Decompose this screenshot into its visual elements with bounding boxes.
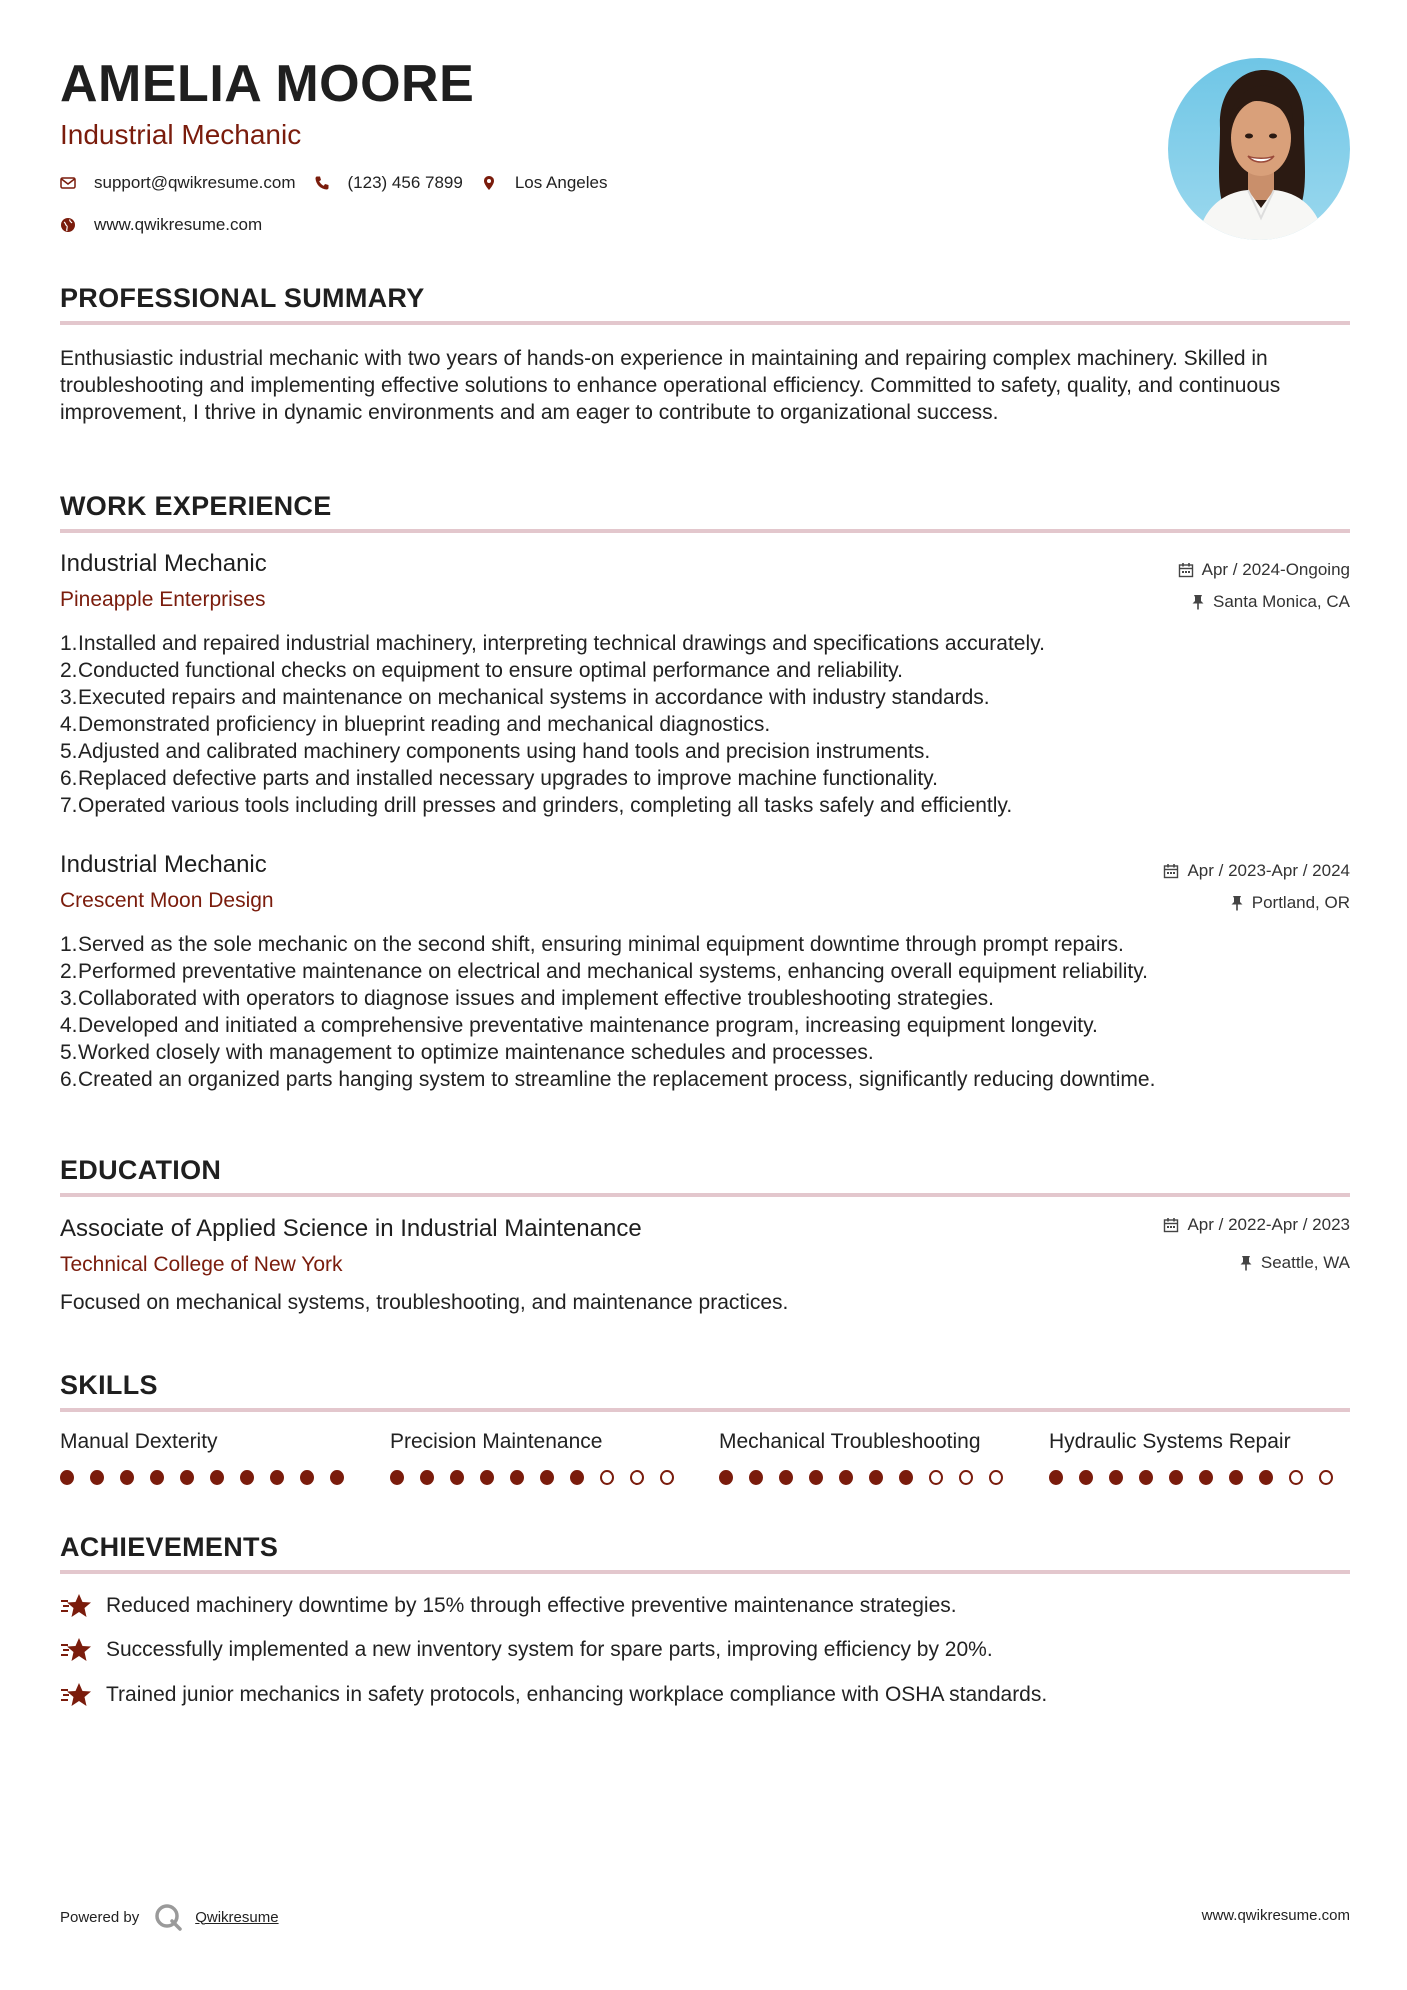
achievement-text: Successfully implemented a new inventory system for spare parts, improving efficiency by 20%.: [106, 1638, 993, 1661]
rating-dot-empty: [1319, 1470, 1333, 1485]
qwikresume-link[interactable]: Qwikresume: [195, 1908, 279, 1926]
mail-icon: [60, 175, 76, 191]
skill-item: [60, 1430, 360, 1485]
website-text: www.qwikresume.com: [94, 215, 263, 234]
map-pin-icon: [481, 175, 497, 191]
contact-phone[interactable]: [314, 173, 463, 193]
job-duties-list: [60, 630, 1350, 819]
skill-name: Hydraulic Systems Repair: [1049, 1430, 1291, 1453]
experience-heading: WORK EXPERIENCE: [60, 491, 332, 521]
list-item: 2. Performed preventative maintenance on electrical and mechanical systems, enhancing overall equipment reliability.: [60, 960, 1149, 983]
rating-dot-filled: [510, 1470, 524, 1485]
rating-dot-empty: [959, 1470, 973, 1485]
powered-by-text: Powered by: [60, 1908, 140, 1926]
rating-dot-filled: [1139, 1470, 1153, 1485]
rating-dot-filled: [150, 1470, 164, 1485]
list-item: 4. Demonstrated proficiency in blueprint reading and mechanical diagnostics.: [60, 713, 771, 736]
list-item: 3. Executed repairs and maintenance on mechanical systems in accordance with industry standards.: [60, 686, 990, 709]
job-title: Industrial Mechanic: [60, 851, 267, 878]
rating-dot-filled: [1079, 1470, 1093, 1485]
degree-title: Associate of Applied Science in Industrial Maintenance: [60, 1215, 642, 1242]
profile-photo-illustration: [1168, 58, 1350, 240]
footer-powered-by: [60, 1902, 279, 1932]
achievement-item: [60, 1592, 957, 1620]
rating-dot-filled: [779, 1470, 793, 1485]
candidate-name: AMELIA MOORE: [60, 55, 475, 113]
job-dates-text: Apr / 2023-Apr / 2024: [1187, 861, 1350, 880]
calendar-icon: [1163, 1217, 1179, 1233]
globe-icon: [60, 217, 76, 233]
footer-website[interactable]: www.qwikresume.com: [1201, 1907, 1350, 1924]
rating-dot-filled: [270, 1470, 284, 1485]
contact-row-2: [60, 215, 280, 235]
skill-name: Precision Maintenance: [390, 1430, 603, 1453]
rating-dot-filled: [809, 1470, 823, 1485]
contact-location: [481, 173, 608, 193]
contact-row-1: [60, 173, 625, 193]
star-badge-icon: [60, 1592, 92, 1620]
rating-dot-filled: [1109, 1470, 1123, 1485]
pushpin-icon: [1239, 1255, 1253, 1271]
calendar-icon: [1163, 863, 1179, 879]
skill-rating: [60, 1470, 360, 1485]
rating-dot-empty: [1289, 1470, 1303, 1485]
list-item: 7. Operated various tools including drill presses and grinders, completing all tasks safely and efficiently.: [60, 794, 1013, 817]
rating-dot-filled: [869, 1470, 883, 1485]
school-name: Technical College of New York: [60, 1253, 343, 1276]
rating-dot-filled: [1229, 1470, 1243, 1485]
phone-text: (123) 456 7899: [347, 173, 463, 192]
list-item: 1. Served as the sole mechanic on the second shift, ensuring minimal equipment downtime through prompt repairs.: [60, 933, 1124, 956]
skills-divider: [60, 1408, 1350, 1412]
rating-dot-filled: [390, 1470, 404, 1485]
rating-dot-filled: [210, 1470, 224, 1485]
email-text: support@qwikresume.com: [94, 173, 296, 192]
education-heading: EDUCATION: [60, 1155, 222, 1185]
experience-divider: [60, 529, 1350, 533]
contact-email[interactable]: [60, 173, 296, 193]
list-item: 2. Conducted functional checks on equipment to ensure optimal performance and reliability.: [60, 659, 903, 682]
rating-dot-empty: [989, 1470, 1003, 1485]
job-location-text: Santa Monica, CA: [1212, 592, 1350, 611]
skill-rating: [719, 1470, 1019, 1485]
calendar-icon: [1178, 562, 1194, 578]
achievement-text: Reduced machinery downtime by 15% through effective preventive maintenance strategies.: [106, 1594, 957, 1617]
job-dates-text: Apr / 2024-Ongoing: [1201, 560, 1350, 579]
list-item: 6. Created an organized parts hanging system to streamline the replacement process, significantly reducing downtime.: [60, 1068, 1156, 1091]
education-divider: [60, 1193, 1350, 1197]
skill-rating: [390, 1470, 690, 1485]
achievements-divider: [60, 1570, 1350, 1574]
rating-dot-filled: [60, 1470, 74, 1485]
job-company: Crescent Moon Design: [60, 889, 274, 912]
contact-website[interactable]: [60, 215, 262, 235]
rating-dot-empty: [660, 1470, 674, 1485]
job-location: [1191, 592, 1350, 612]
skills-heading: SKILLS: [60, 1370, 158, 1400]
phone-icon: [314, 175, 330, 191]
rating-dot-filled: [839, 1470, 853, 1485]
achievement-text: Trained junior mechanics in safety protocols, enhancing workplace compliance with OSHA standards.: [106, 1683, 1048, 1706]
rating-dot-filled: [180, 1470, 194, 1485]
education-dates-text: Apr / 2022-Apr / 2023: [1187, 1215, 1350, 1234]
rating-dot-filled: [90, 1470, 104, 1485]
rating-dot-filled: [330, 1470, 344, 1485]
rating-dot-filled: [1169, 1470, 1183, 1485]
rating-dot-filled: [899, 1470, 913, 1485]
rating-dot-filled: [1199, 1470, 1213, 1485]
rating-dot-filled: [540, 1470, 554, 1485]
list-item: 6. Replaced defective parts and installed necessary upgrades to improve machine functionality.: [60, 767, 938, 790]
summary-heading: PROFESSIONAL SUMMARY: [60, 283, 425, 313]
rating-dot-filled: [570, 1470, 584, 1485]
rating-dot-filled: [1049, 1470, 1063, 1485]
skill-name: Manual Dexterity: [60, 1430, 218, 1453]
list-item: 3. Collaborated with operators to diagnose issues and implement effective troubleshooting strategies.: [60, 987, 994, 1010]
job-location: [1230, 893, 1350, 913]
rating-dot-empty: [630, 1470, 644, 1485]
job-location-text: Portland, OR: [1251, 893, 1350, 912]
skill-name: Mechanical Troubleshooting: [719, 1430, 981, 1453]
list-item: 4. Developed and initiated a comprehensive preventative maintenance program, increasing equipment longevity.: [60, 1014, 1098, 1037]
star-badge-icon: [60, 1681, 92, 1709]
rating-dot-filled: [420, 1470, 434, 1485]
summary-divider: [60, 321, 1350, 325]
skill-item: [1049, 1430, 1349, 1485]
achievement-item: [60, 1681, 1047, 1709]
skill-rating: [1049, 1470, 1349, 1485]
rating-dot-filled: [719, 1470, 733, 1485]
education-location-text: Seattle, WA: [1260, 1253, 1350, 1272]
location-text: Los Angeles: [514, 173, 608, 192]
rating-dot-filled: [300, 1470, 314, 1485]
rating-dot-filled: [1259, 1470, 1273, 1485]
education-description: Focused on mechanical systems, troubleshooting, and maintenance practices.: [60, 1291, 789, 1314]
rating-dot-empty: [600, 1470, 614, 1485]
job-duties-list: [60, 931, 1350, 1093]
rating-dot-filled: [450, 1470, 464, 1485]
list-item: 5. Worked closely with management to optimize maintenance schedules and processes.: [60, 1041, 874, 1064]
list-item: 5. Adjusted and calibrated machinery components using hand tools and precision instruments.: [60, 740, 931, 763]
rating-dot-filled: [480, 1470, 494, 1485]
achievements-heading: ACHIEVEMENTS: [60, 1532, 279, 1562]
skill-item: [719, 1430, 1019, 1485]
rating-dot-empty: [929, 1470, 943, 1485]
qwikresume-logo-icon: [153, 1902, 183, 1932]
job-dates: [1163, 861, 1350, 881]
education-location: [1239, 1253, 1350, 1273]
job-title: Industrial Mechanic: [60, 550, 267, 577]
star-badge-icon: [60, 1636, 92, 1664]
education-dates: [1163, 1215, 1350, 1235]
profile-photo: [1168, 58, 1350, 240]
job-company: Pineapple Enterprises: [60, 588, 266, 611]
rating-dot-filled: [749, 1470, 763, 1485]
achievement-item: [60, 1636, 993, 1664]
job-dates: [1178, 560, 1350, 580]
rating-dot-filled: [120, 1470, 134, 1485]
candidate-role: Industrial Mechanic: [60, 119, 302, 150]
list-item: 1. Installed and repaired industrial machinery, interpreting technical drawings and specifications accurately.: [60, 632, 1045, 655]
pushpin-icon: [1191, 594, 1205, 610]
skill-item: [390, 1430, 690, 1485]
rating-dot-filled: [240, 1470, 254, 1485]
pushpin-icon: [1230, 895, 1244, 911]
summary-text: Enthusiastic industrial mechanic with two years of hands-on experience in maintaining and repairing complex machinery. Skilled in troubleshooting and implementing effective solutions to enhance operational efficiency. Committed to safety, quality, and continuous improvement, I thrive in dynamic environments and am eager to contribute to organizational success.: [60, 347, 1281, 424]
